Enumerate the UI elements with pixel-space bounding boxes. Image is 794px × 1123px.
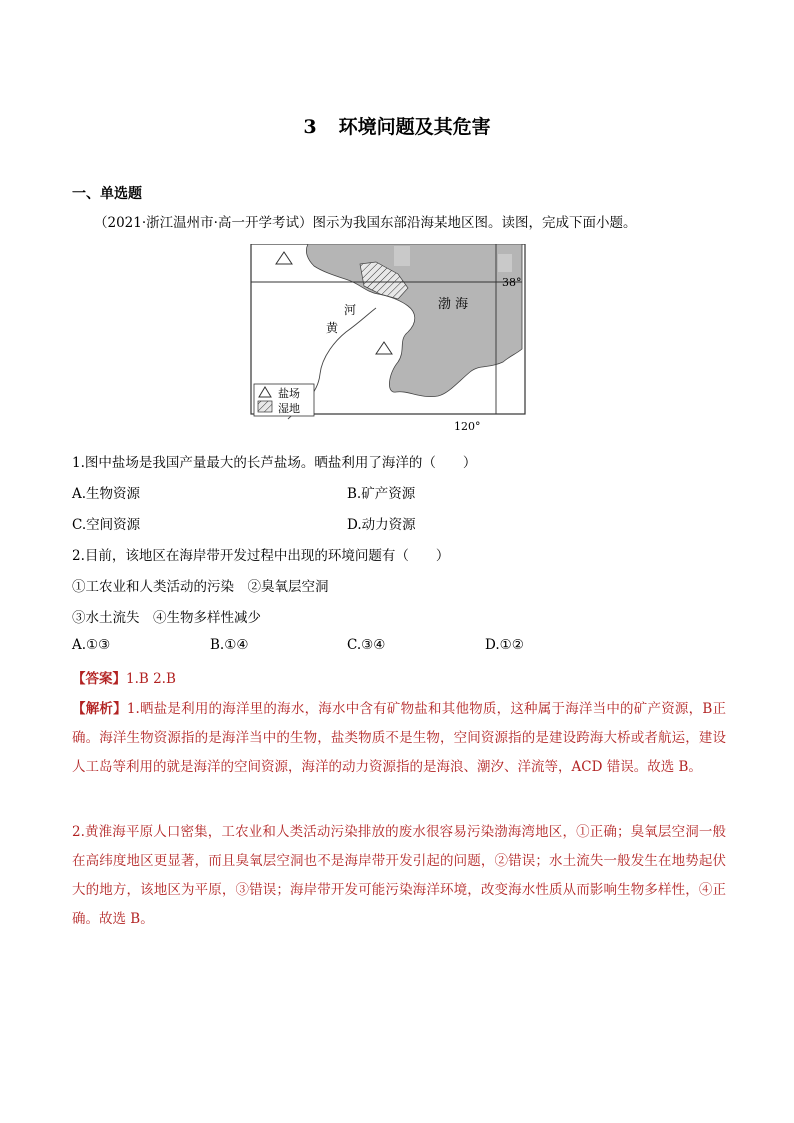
answer-text: 1.B 2.B xyxy=(126,671,176,687)
question-2-stem: 2.目前，该地区在海岸带开发过程中出现的环境问题有（ ） xyxy=(72,548,450,564)
map-block xyxy=(394,246,410,266)
question-intro: （2021·浙江温州市·高一开学考试）图示为我国东部沿海某地区图。读图，完成下面小题。 xyxy=(94,215,637,231)
river-label-he: 河 xyxy=(344,303,357,317)
q1-option-a: A.生物资源 xyxy=(72,486,141,502)
q2-statement-line-2: ③水土流失 ④生物多样性减少 xyxy=(72,610,261,626)
analysis-tag: 【解析】 xyxy=(72,701,127,717)
analysis-text-1: 1.晒盐是利用的海洋里的海水，海水中含有矿物盐和其他物质，这种属于海洋当中的矿产资源，B正确。海洋生物资源指的是海洋当中的生物，盐类物质不是生物，空间资源指的是建设跨海大桥或者航运，建设人工岛等利用的就是海洋的空间资源，海洋的动力资源指的是海浪、潮汐、洋流等，ACD 错误。故选 B。 xyxy=(72,701,726,775)
legend-wetland-label: 湿地 xyxy=(278,402,300,415)
title-number: 3 xyxy=(303,116,317,138)
page-title xyxy=(0,112,794,139)
section-heading: 一、单选题 xyxy=(72,186,142,202)
q2-option-a: A.①③ xyxy=(72,637,111,653)
river-label-huang: 黄 xyxy=(326,321,339,335)
map-block xyxy=(498,254,512,272)
q2-option-d: D.①② xyxy=(485,637,524,653)
analysis-text-2: 2.黄淮海平原人口密集，工农业和人类活动污染排放的废水很容易污染渤海湾地区，①正确；臭氧层空洞一般在高纬度地区更显著，而且臭氧层空洞也不是海岸带开发引起的问题，②错误；水土流失一般发生在地势起伏大的地方，该地区为平原，③错误；海岸带开发可能污染海洋环境，改变海水性质从而影响生物多样性，④正确。故选 B。 xyxy=(72,824,726,927)
answer-tag: 【答案】 xyxy=(72,671,126,687)
legend-wetland-icon xyxy=(258,401,272,412)
analysis-paragraph-2 xyxy=(72,818,726,934)
q1-option-d: D.动力资源 xyxy=(347,517,416,533)
analysis-paragraph-1 xyxy=(72,695,726,782)
legend-salt-label: 盐场 xyxy=(278,387,300,400)
q2-statement-line-1: ①工农业和人类活动的污染 ②臭氧层空洞 xyxy=(72,579,329,595)
coastal-map-figure xyxy=(248,244,528,434)
title-text: 环境问题及其危害 xyxy=(338,116,491,138)
q2-option-b: B.①④ xyxy=(210,637,249,653)
latitude-label: 38° xyxy=(502,276,522,289)
question-1-stem: 1.图中盐场是我国产量最大的长芦盐场。晒盐利用了海洋的（ ） xyxy=(72,455,477,471)
answer-line xyxy=(72,667,176,687)
longitude-label: 120° xyxy=(454,420,481,433)
q1-option-b: B.矿产资源 xyxy=(347,486,416,502)
sea-label: 渤 海 xyxy=(438,297,469,312)
q1-option-c: C.空间资源 xyxy=(72,517,141,533)
q2-option-c: C.③④ xyxy=(347,637,386,653)
